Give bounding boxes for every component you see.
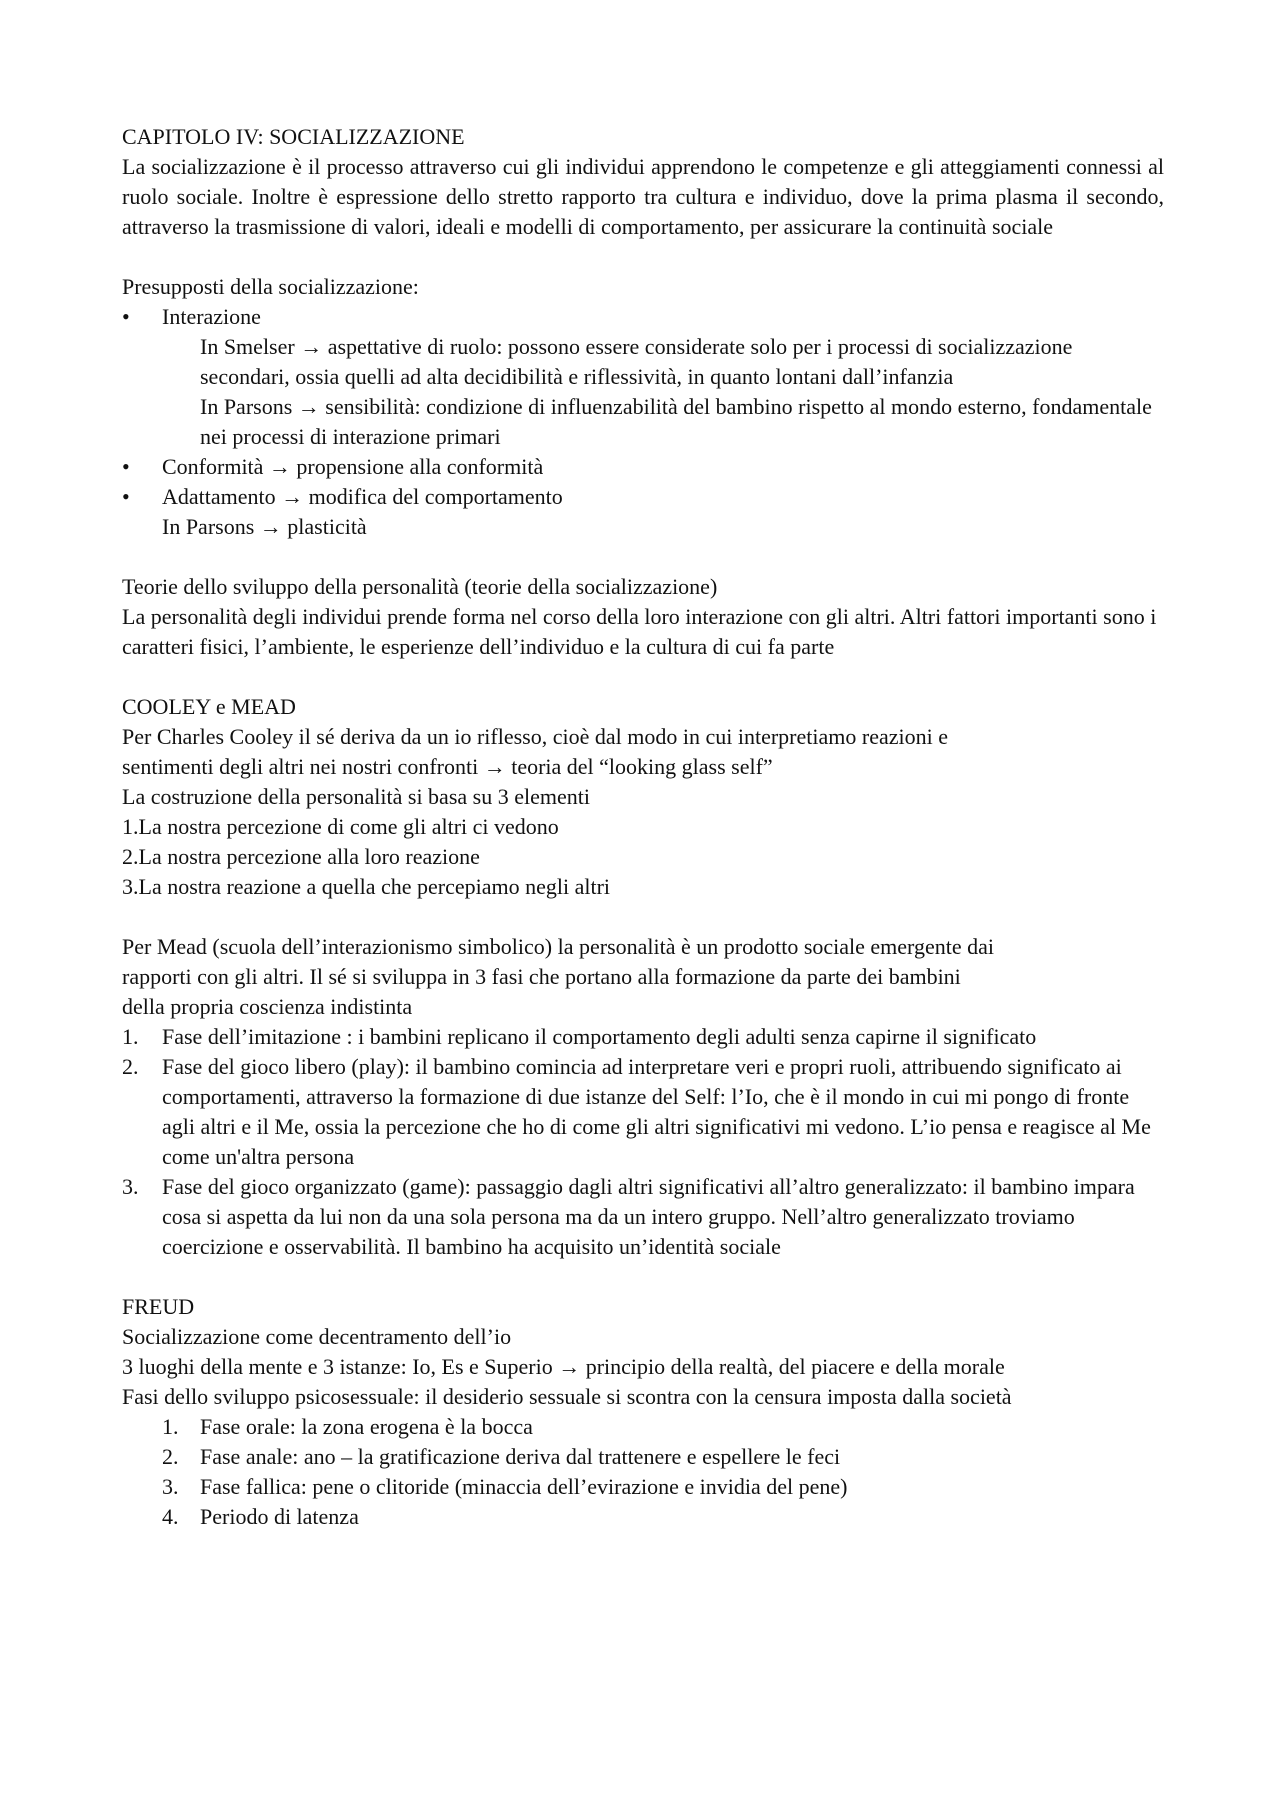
freud-phase-text: Fase fallica: pene o clitoride (minaccia dell’evirazione e invidia del pene)	[200, 1474, 848, 1499]
intro-paragraph: La socializzazione è il processo attraverso cui gli individui apprendono le competenze e gli atteggiamenti connessi al ruolo sociale. Inoltre è espressione dello stretto rapporto tra cultura e individuo, dove la prima plasma il secondo, attraverso la trasmissione di valori, ideali e modelli di comportamento, per assicurare la continuità sociale	[122, 154, 1164, 239]
list-number: 1.	[122, 1024, 139, 1049]
cooley-line-1: Per Charles Cooley il sé deriva da un io riflesso, cioè dal modo in cui interpretiamo reazioni e	[122, 724, 948, 749]
conformita-label: Conformità → propensione alla conformità	[162, 454, 544, 479]
interazione-label: Interazione	[162, 304, 261, 329]
freud-line-1: Socializzazione come decentramento dell’io	[122, 1324, 512, 1349]
elements-intro: La costruzione della personalità si basa su 3 elementi	[122, 784, 590, 809]
parsons-plasticita-note: In Parsons → plasticità	[162, 514, 367, 539]
presupposti-heading: Presupposti della socializzazione:	[122, 274, 419, 299]
element-2: 2.La nostra percezione alla loro reazione	[122, 844, 480, 869]
bullet-icon: •	[122, 454, 130, 479]
chapter-title: CAPITOLO IV: SOCIALIZZAZIONE	[122, 124, 465, 149]
bullet-icon: •	[122, 484, 130, 509]
mead-phase-text: Fase dell’imitazione : i bambini replicano il comportamento degli adulti senza capirne il significato	[162, 1024, 1037, 1049]
freud-heading: FREUD	[122, 1294, 195, 1319]
parsons-sensibilita-note: In Parsons → sensibilità: condizione di influenzabilità del bambino rispetto al mondo esterno, fondamentale nei processi di interazione primari	[200, 394, 1152, 449]
mead-line-1: Per Mead (scuola dell’interazionismo simbolico) la personalità è un prodotto sociale emergente dai	[122, 934, 994, 959]
smelser-note: In Smelser → aspettative di ruolo: possono essere considerate solo per i processi di socializzazione secondari, ossia quelli ad alta decidibilità e riflessività, in quanto lontani dall’infanzia	[200, 334, 1073, 389]
list-item	[122, 1052, 1164, 1172]
list-item	[122, 1172, 1164, 1262]
list-number: 2.	[162, 1444, 179, 1469]
mead-line-3: della propria coscienza indistinta	[122, 994, 413, 1019]
cooley-line-2: sentimenti degli altri nei nostri confronti → teoria del “looking glass self”	[122, 754, 773, 779]
freud-line-3: Fasi dello sviluppo psicosessuale: il desiderio sessuale si scontra con la censura imposta dalla società	[122, 1384, 1012, 1409]
list-item	[122, 452, 1164, 482]
bullet-icon: •	[122, 304, 130, 329]
list-number: 1.	[162, 1414, 179, 1439]
cooley-mead-heading: COOLEY e MEAD	[122, 694, 296, 719]
list-number: 3.	[162, 1474, 179, 1499]
mead-phase-text: Fase del gioco libero (play): il bambino comincia ad interpretare veri e propri ruoli, attribuendo significato ai comportamenti, attraverso la formazione di due istanze del Self: l’Io, che è il mondo in cui mi pongo di fronte agli altri e il Me, ossia la percezione che ho di come gli altri significativi mi vedono. L’io pensa e reagisce al Me come un'altra persona	[162, 1054, 1151, 1169]
element-3: 3.La nostra reazione a quella che percepiamo negli altri	[122, 874, 611, 899]
mead-line-2: rapporti con gli altri. Il sé si sviluppa in 3 fasi che portano alla formazione da parte dei bambini	[122, 964, 961, 989]
list-item	[122, 1412, 1164, 1442]
list-item	[122, 1442, 1164, 1472]
adattamento-label: Adattamento → modifica del comportamento	[162, 484, 563, 509]
freud-phase-text: Fase orale: la zona erogena è la bocca	[200, 1414, 533, 1439]
list-item	[122, 302, 1164, 332]
list-number: 2.	[122, 1054, 139, 1079]
freud-line-2: 3 luoghi della mente e 3 istanze: Io, Es e Superio → principio della realtà, del piacere e della morale	[122, 1354, 1005, 1379]
freud-phase-text: Fase anale: ano – la gratificazione deriva dal trattenere e espellere le feci	[200, 1444, 841, 1469]
list-item	[122, 1022, 1164, 1052]
freud-phase-text: Periodo di latenza	[200, 1504, 359, 1529]
teorie-heading: Teorie dello sviluppo della personalità (teorie della socializzazione)	[122, 574, 718, 599]
mead-phase-text: Fase del gioco organizzato (game): passaggio dagli altri significativi all’altro generalizzato: il bambino impara cosa si aspetta da lui non da una sola persona ma da un intero gruppo. Nell’altro generalizzato troviamo coercizione e osservabilità. Il bambino ha acquisito un’identità sociale	[162, 1174, 1135, 1259]
list-number: 3.	[122, 1174, 139, 1199]
teorie-paragraph: La personalità degli individui prende forma nel corso della loro interazione con gli altri. Altri fattori importanti sono i caratteri fisici, l’ambiente, le esperienze dell’individuo e la cultura di cui fa parte	[122, 604, 1157, 659]
list-item	[122, 1502, 1164, 1532]
document-page	[122, 122, 1164, 1532]
list-number: 4.	[162, 1504, 179, 1529]
list-item	[122, 1472, 1164, 1502]
element-1: 1.La nostra percezione di come gli altri ci vedono	[122, 814, 559, 839]
list-item	[122, 482, 1164, 512]
